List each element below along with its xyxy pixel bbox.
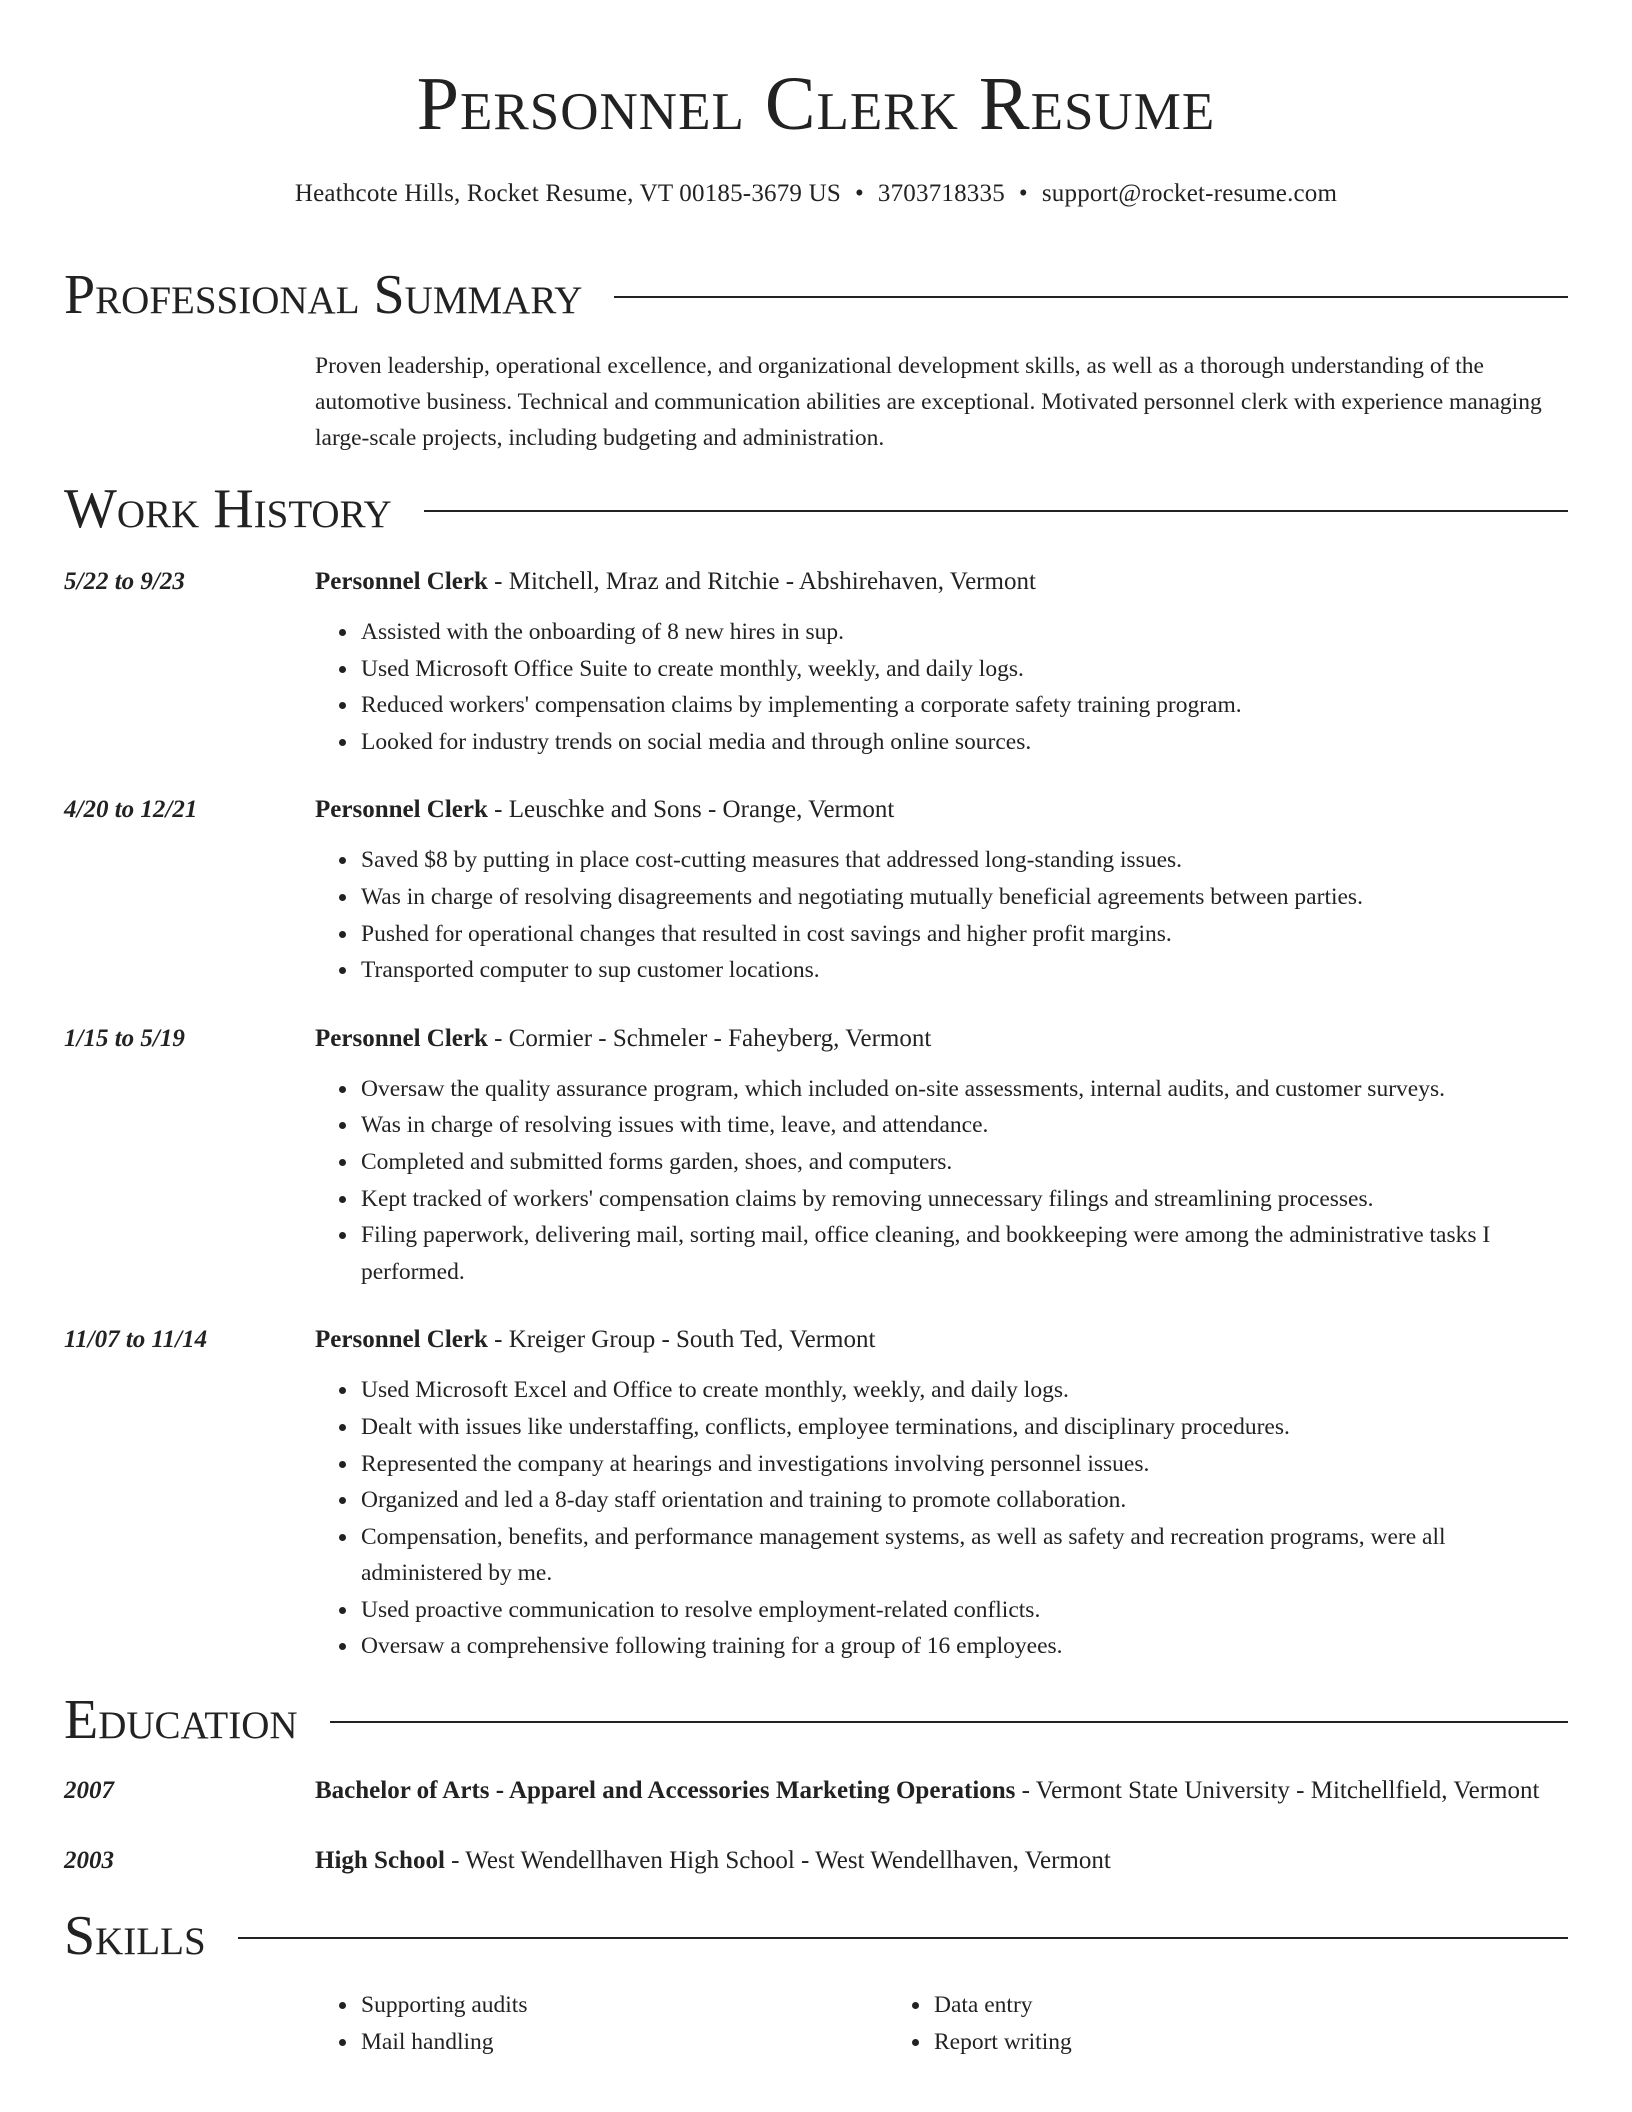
- job-bullet: • Completed and submitted forms garden, shoes, and computers.: [359, 1144, 1568, 1181]
- section-title-education: Education: [64, 1689, 298, 1752]
- job-entry: [64, 1019, 1568, 1291]
- job-bullet: • Was in charge of resolving issues with time, leave, and attendance.: [359, 1107, 1568, 1144]
- education-degree: Bachelor of Arts - Apparel and Accessories Marketing Operations: [315, 1777, 1016, 1805]
- section-title-work: Work History: [64, 478, 392, 540]
- job-employer: - Mitchell, Mraz and Ritchie - Abshirehaven, Vermont: [487, 568, 1036, 595]
- job-bullets: [315, 1071, 1568, 1291]
- job-title: Personnel Clerk: [315, 568, 488, 595]
- skill-item: • Supporting audits: [359, 1987, 888, 2024]
- job-bullets: [315, 1372, 1568, 1665]
- section-work-header: [64, 476, 1568, 542]
- job-bullet: • Pushed for operational changes that resulted in cost savings and higher profit margins.: [359, 916, 1568, 953]
- section-divider: [330, 1721, 1568, 1723]
- skills-column-right: [888, 1987, 1461, 2060]
- contact-line: [64, 178, 1568, 210]
- separator-dot: •: [854, 180, 864, 207]
- job-bullet: • Organized and led a 8-day staff orientation and training to promote collaboration.: [359, 1482, 1568, 1519]
- job-dates: 1/15 to 5/19: [64, 1024, 185, 1052]
- education-school: - West Wendellhaven High School - West Wendellhaven, Vermont: [444, 1847, 1111, 1875]
- job-bullet: • Oversaw a comprehensive following training for a group of 16 employees.: [359, 1628, 1568, 1665]
- job-dates: 11/07 to 11/14: [64, 1326, 208, 1354]
- contact-email: support@rocket-resume.com: [1041, 180, 1338, 207]
- summary-text: Proven leadership, operational excellence, and organizational development skills, as well as a thorough understanding of the automotive business. Technical and communication abilities are exceptional. Motivated personnel clerk with experience managing large-scale projects, including budgeting and administration.: [315, 353, 1542, 451]
- job-heading: [315, 1019, 1568, 1059]
- job-title: Personnel Clerk: [315, 796, 488, 824]
- job-employer: - Leuschke and Sons - Orange, Vermont: [487, 796, 895, 824]
- job-bullet: • Used proactive communication to resolve employment-related conflicts.: [359, 1592, 1568, 1629]
- section-skills-header: [64, 1903, 1568, 1969]
- section-title-summary: Professional Summary: [64, 264, 583, 326]
- job-heading: [315, 1320, 1568, 1360]
- section-education-header: [64, 1687, 1568, 1753]
- job-bullets: [315, 842, 1568, 988]
- education-year: 2003: [64, 1847, 114, 1875]
- job-dates: 5/22 to 9/23: [64, 568, 185, 595]
- contact-address: Heathcote Hills, Rocket Resume, VT 00185-3679 US: [294, 180, 841, 207]
- job-bullet: • Used Microsoft Office Suite to create monthly, weekly, and daily logs.: [359, 651, 1568, 688]
- job-dates: 4/20 to 12/21: [64, 796, 198, 824]
- job-employer: - Kreiger Group - South Ted, Vermont: [487, 1326, 876, 1354]
- job-bullet: • Used Microsoft Excel and Office to create monthly, weekly, and daily logs.: [359, 1372, 1568, 1409]
- job-entry: [64, 1320, 1568, 1665]
- education-entry: [64, 1771, 1568, 1811]
- job-bullet: • Was in charge of resolving disagreements and negotiating mutually beneficial agreements between parties.: [359, 879, 1568, 916]
- job-employer: - Cormier - Schmeler - Faheyberg, Vermont: [487, 1024, 932, 1052]
- skill-item: • Report writing: [932, 2024, 1461, 2061]
- education-year: 2007: [64, 1777, 114, 1805]
- job-bullet: • Oversaw the quality assurance program, which included on-site assessments, internal audits, and customer surveys.: [359, 1071, 1568, 1108]
- resume-title: Personnel Clerk Resume: [416, 62, 1216, 146]
- job-bullet: • Saved $8 by putting in place cost-cutting measures that addressed long-standing issues.: [359, 842, 1568, 879]
- job-heading: [315, 790, 1568, 830]
- job-heading: [315, 562, 1568, 602]
- job-bullet: • Represented the company at hearings and investigations involving personnel issues.: [359, 1446, 1568, 1483]
- job-bullet: • Transported computer to sup customer locations.: [359, 952, 1568, 989]
- job-bullet: • Looked for industry trends on social media and through online sources.: [359, 724, 1568, 761]
- education-school: - Vermont State University - Mitchellfield, Vermont: [1015, 1777, 1540, 1805]
- skill-item: • Data entry: [932, 1987, 1461, 2024]
- job-bullet: • Kept tracked of workers' compensation claims by removing unnecessary filings and streamlining processes.: [359, 1181, 1568, 1218]
- job-bullet: • Compensation, benefits, and performance management systems, as well as safety and recreation programs, were all administered by me.: [359, 1519, 1568, 1592]
- separator-dot: •: [1018, 180, 1028, 207]
- section-divider: [614, 296, 1568, 298]
- section-title-skills: Skills: [64, 1905, 206, 1968]
- skill-item: • Mail handling: [359, 2024, 888, 2061]
- education-heading: [315, 1841, 1568, 1881]
- job-entry: [64, 790, 1568, 988]
- job-title: Personnel Clerk: [315, 1024, 488, 1052]
- job-bullet: • Dealt with issues like understaffing, conflicts, employee terminations, and disciplinary procedures.: [359, 1409, 1568, 1446]
- section-divider: [424, 510, 1568, 512]
- job-bullet: • Assisted with the onboarding of 8 new hires in sup.: [359, 614, 1568, 651]
- education-degree: High School: [315, 1847, 445, 1875]
- education-heading: [315, 1771, 1568, 1811]
- job-bullets: [315, 614, 1568, 760]
- education-entry: [64, 1841, 1568, 1881]
- section-divider: [238, 1937, 1568, 1939]
- job-title: Personnel Clerk: [315, 1326, 488, 1354]
- section-summary-header: [64, 262, 1568, 328]
- contact-phone: 3703718335: [877, 180, 1005, 207]
- job-entry: [64, 562, 1568, 760]
- skills-list: [315, 1987, 1568, 2060]
- job-bullet: • Filing paperwork, delivering mail, sorting mail, office cleaning, and bookkeeping were among the administrative tasks I performed.: [359, 1217, 1568, 1290]
- job-bullet: • Reduced workers' compensation claims by implementing a corporate safety training program.: [359, 687, 1568, 724]
- skills-column-left: [315, 1987, 888, 2060]
